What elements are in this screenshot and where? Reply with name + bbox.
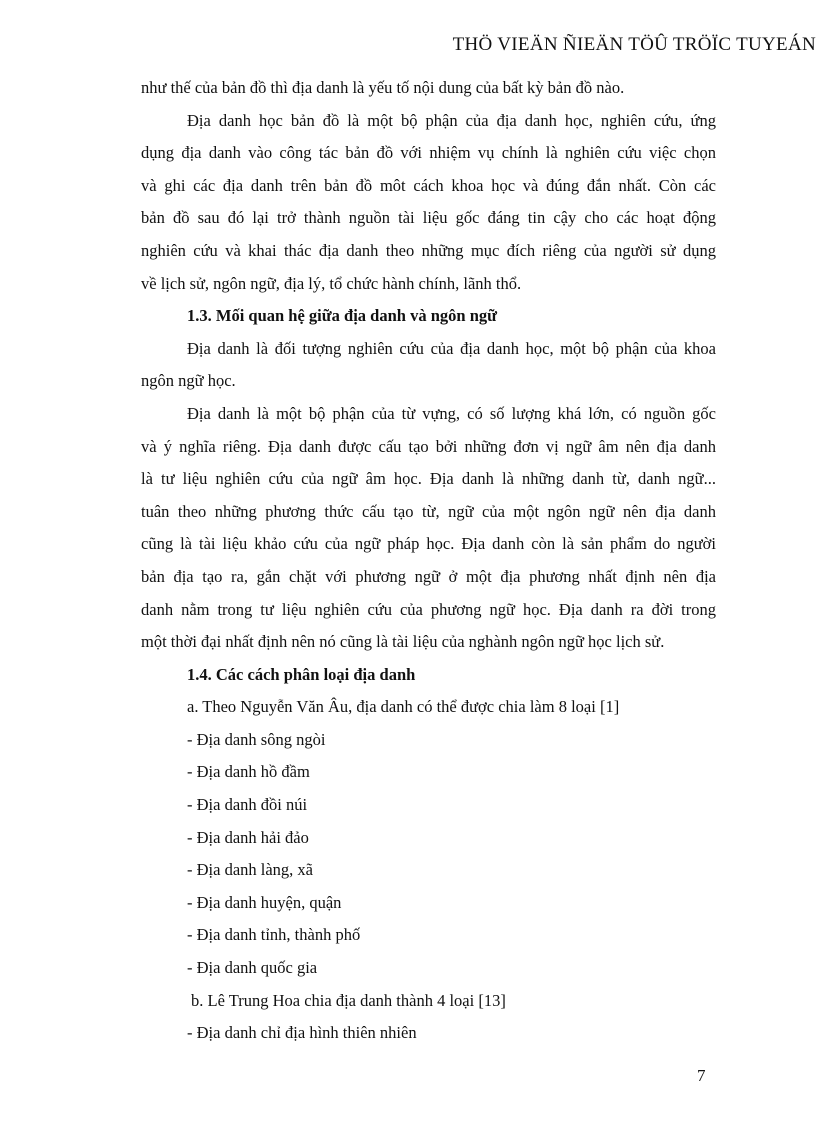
paragraph-line: và ý nghĩa riêng. Địa danh được cấu tạo bởi những đơn vị ngữ âm nên địa danh	[141, 436, 716, 456]
page-body	[141, 72, 716, 1050]
list-item: - Địa danh đồi núi	[187, 795, 308, 815]
list-item: - Địa danh hải đảo	[187, 827, 309, 847]
paragraph-line: danh nằm trong tư liệu nghiên cứu của phương ngữ học. Địa danh ra đời trong	[141, 599, 716, 619]
section-heading-1-3: 1.3. Mối quan hệ giữa địa danh và ngôn ngữ	[187, 306, 498, 326]
list-item: - Địa danh huyện, quận	[187, 892, 342, 912]
paragraph-line: một thời đại nhất định nên nó cũng là tài liệu của nghành ngôn ngữ học lịch sử.	[141, 632, 665, 652]
list-item: - Địa danh hồ đầm	[187, 762, 310, 782]
paragraph-line: là tư liệu nghiên cứu của ngữ âm học. Địa danh là những danh từ, danh ngữ...	[141, 469, 716, 489]
list-item: - Địa danh chỉ địa hình thiên nhiên	[187, 1023, 417, 1043]
list-item: - Địa danh tỉnh, thành phố	[187, 925, 361, 945]
paragraph-line: về lịch sử, ngôn ngữ, địa lý, tổ chức hành chính, lãnh thổ.	[141, 273, 522, 293]
paragraph-line: và ghi các địa danh trên bản đồ môt cách khoa học và đúng đắn nhất. Còn các	[141, 175, 716, 195]
paragraph-line: tuân theo những phương thức cấu tạo từ, ngữ của một ngôn ngữ nên địa danh	[141, 501, 716, 521]
paragraph-line: bản địa tạo ra, gắn chặt với phương ngữ ở một địa phương nhất định nên địa	[141, 566, 716, 586]
paragraph-line: a. Theo Nguyễn Văn Âu, địa danh có thể được chia làm 8 loại [1]	[187, 697, 620, 717]
paragraph-line: cũng là tài liệu khảo cứu của ngữ pháp học. Địa danh còn là sản phẩm do người	[141, 534, 716, 554]
paragraph-line: bản đồ sau đó lại trở thành nguồn tài liệu gốc đáng tin cậy cho các hoạt động	[141, 208, 716, 228]
paragraph-line: dụng địa danh vào công tác bản đồ với nhiệm vụ chính là nghiên cứu việc chọn	[141, 143, 716, 163]
paragraph-line: nghiên cứu và khai thác địa danh theo những mục đích riêng của người sử dụng	[141, 240, 716, 260]
paragraph-line: như thế của bản đồ thì địa danh là yếu tố nội dung của bất kỳ bản đồ nào.	[141, 78, 625, 97]
paragraph-line: ngôn ngữ học.	[141, 371, 236, 391]
list-item: - Địa danh sông ngòi	[187, 729, 326, 749]
list-item: - Địa danh làng, xã	[187, 860, 313, 880]
paragraph-line: Địa danh học bản đồ là một bộ phận của địa danh học, nghiên cứu, ứng	[187, 110, 716, 130]
paragraph-line: Địa danh là đối tượng nghiên cứu của địa danh học, một bộ phận của khoa	[187, 338, 716, 358]
running-header: THÖ VIEÄN ÑIEÄN TÖÛ TRÖÏC TUYEÁN	[452, 34, 816, 55]
section-heading-1-4: 1.4. Các cách phân loại địa danh	[187, 664, 416, 684]
page-number: 7	[697, 1066, 706, 1085]
paragraph-line: b. Lê Trung Hoa chia địa danh thành 4 loại [13]	[191, 990, 506, 1010]
paragraph-line: Địa danh là một bộ phận của từ vựng, có số lượng khá lớn, có nguồn gốc	[187, 403, 716, 423]
list-item: - Địa danh quốc gia	[187, 958, 318, 978]
